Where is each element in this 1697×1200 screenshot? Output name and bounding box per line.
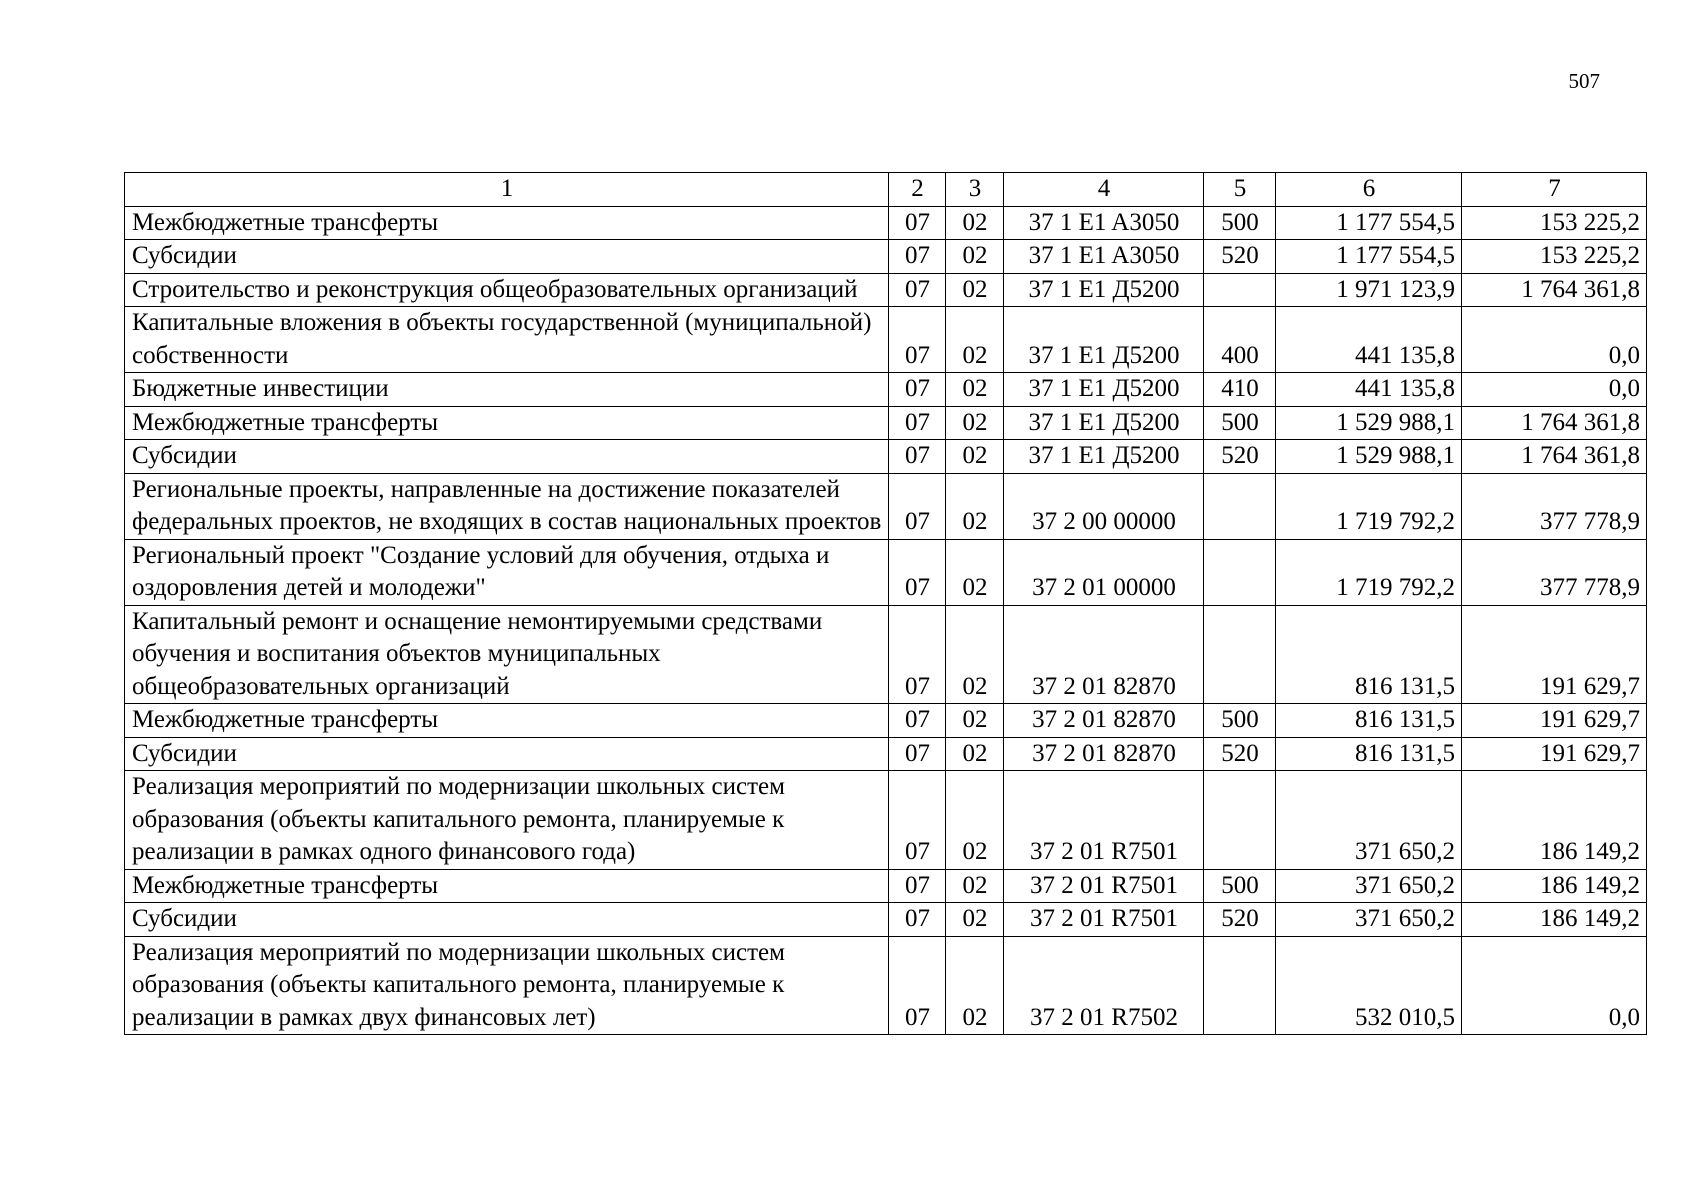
row-amount-2-cell: 1 764 361,8 [1462, 406, 1647, 440]
column-header-7: 7 [1462, 173, 1647, 207]
row-target-article-cell: 37 2 01 R7501 [1004, 869, 1204, 903]
row-subsection-cell: 02 [946, 206, 1004, 240]
row-expense-type-cell [1204, 605, 1276, 704]
column-header-2: 2 [889, 173, 946, 207]
row-section-cell: 07 [889, 869, 946, 903]
row-name-cell: Региональные проекты, направленные на достижение показателей федеральных проектов, не входящих в состав национальных проектов [125, 473, 889, 539]
table-row [125, 737, 1647, 771]
row-target-article-cell: 37 1 E1 Д5200 [1004, 273, 1204, 307]
row-name-cell: Капитальные вложения в объекты государственной (муниципальной) собственности [125, 307, 889, 373]
row-amount-2-cell: 186 149,2 [1462, 869, 1647, 903]
row-name-cell: Бюджетные инвестиции [125, 373, 889, 407]
row-section-cell: 07 [889, 406, 946, 440]
row-expense-type-cell: 520 [1204, 737, 1276, 771]
row-expense-type-cell: 400 [1204, 307, 1276, 373]
row-amount-1-cell: 441 135,8 [1276, 307, 1462, 373]
row-amount-1-cell: 371 650,2 [1276, 903, 1462, 937]
row-section-cell: 07 [889, 373, 946, 407]
column-header-1: 1 [125, 173, 889, 207]
row-target-article-cell: 37 1 E1 A3050 [1004, 206, 1204, 240]
column-header-6: 6 [1276, 173, 1462, 207]
row-expense-type-cell [1204, 771, 1276, 870]
row-section-cell: 07 [889, 605, 946, 704]
row-target-article-cell: 37 1 E1 Д5200 [1004, 406, 1204, 440]
row-name-cell: Субсидии [125, 440, 889, 474]
row-amount-2-cell: 191 629,7 [1462, 704, 1647, 738]
table-row [125, 539, 1647, 605]
row-section-cell: 07 [889, 539, 946, 605]
row-subsection-cell: 02 [946, 704, 1004, 738]
table-row [125, 473, 1647, 539]
row-section-cell: 07 [889, 704, 946, 738]
row-amount-1-cell: 1 177 554,5 [1276, 240, 1462, 274]
row-subsection-cell: 02 [946, 903, 1004, 937]
row-amount-1-cell: 816 131,5 [1276, 737, 1462, 771]
row-target-article-cell: 37 2 01 00000 [1004, 539, 1204, 605]
row-subsection-cell: 02 [946, 440, 1004, 474]
row-section-cell: 07 [889, 473, 946, 539]
table-row [125, 936, 1647, 1035]
page-number: 507 [1568, 69, 1600, 93]
row-expense-type-cell: 520 [1204, 240, 1276, 274]
row-amount-1-cell: 816 131,5 [1276, 605, 1462, 704]
row-section-cell: 07 [889, 936, 946, 1035]
row-name-cell: Капитальный ремонт и оснащение немонтируемыми средствами обучения и воспитания объектов муниципальных общеобразовательных организаций [125, 605, 889, 704]
column-header-4: 4 [1004, 173, 1204, 207]
row-section-cell: 07 [889, 240, 946, 274]
row-target-article-cell: 37 1 E1 A3050 [1004, 240, 1204, 274]
row-expense-type-cell [1204, 273, 1276, 307]
table-row [125, 206, 1647, 240]
column-header-5: 5 [1204, 173, 1276, 207]
row-amount-2-cell: 191 629,7 [1462, 605, 1647, 704]
row-name-cell: Межбюджетные трансферты [125, 704, 889, 738]
row-amount-1-cell: 1 529 988,1 [1276, 440, 1462, 474]
row-target-article-cell: 37 2 01 82870 [1004, 605, 1204, 704]
row-amount-1-cell: 441 135,8 [1276, 373, 1462, 407]
row-expense-type-cell: 410 [1204, 373, 1276, 407]
row-expense-type-cell: 500 [1204, 704, 1276, 738]
row-subsection-cell: 02 [946, 373, 1004, 407]
row-target-article-cell: 37 1 E1 Д5200 [1004, 373, 1204, 407]
row-expense-type-cell: 520 [1204, 903, 1276, 937]
row-amount-2-cell: 0,0 [1462, 936, 1647, 1035]
row-amount-2-cell: 153 225,2 [1462, 240, 1647, 274]
row-name-cell: Субсидии [125, 240, 889, 274]
row-expense-type-cell: 500 [1204, 206, 1276, 240]
row-subsection-cell: 02 [946, 936, 1004, 1035]
row-section-cell: 07 [889, 771, 946, 870]
row-target-article-cell: 37 2 01 R7501 [1004, 903, 1204, 937]
header-row [125, 173, 1647, 207]
row-section-cell: 07 [889, 307, 946, 373]
row-amount-1-cell: 532 010,5 [1276, 936, 1462, 1035]
row-amount-2-cell: 377 778,9 [1462, 539, 1647, 605]
row-name-cell: Реализация мероприятий по модернизации школьных систем образования (объекты капитального ремонта, планируемые к реализации в рамках одного финансового года) [125, 771, 889, 870]
row-subsection-cell: 02 [946, 737, 1004, 771]
row-subsection-cell: 02 [946, 539, 1004, 605]
row-section-cell: 07 [889, 206, 946, 240]
row-section-cell: 07 [889, 440, 946, 474]
row-target-article-cell: 37 1 E1 Д5200 [1004, 307, 1204, 373]
row-amount-1-cell: 371 650,2 [1276, 869, 1462, 903]
row-subsection-cell: 02 [946, 605, 1004, 704]
row-amount-2-cell: 1 764 361,8 [1462, 440, 1647, 474]
row-amount-1-cell: 816 131,5 [1276, 704, 1462, 738]
row-amount-2-cell: 1 764 361,8 [1462, 273, 1647, 307]
row-section-cell: 07 [889, 737, 946, 771]
row-target-article-cell: 37 1 E1 Д5200 [1004, 440, 1204, 474]
row-target-article-cell: 37 2 01 R7501 [1004, 771, 1204, 870]
row-expense-type-cell [1204, 936, 1276, 1035]
table-row [125, 771, 1647, 870]
row-subsection-cell: 02 [946, 240, 1004, 274]
row-amount-1-cell: 1 719 792,2 [1276, 539, 1462, 605]
row-name-cell: Межбюджетные трансферты [125, 206, 889, 240]
table-row [125, 704, 1647, 738]
row-subsection-cell: 02 [946, 307, 1004, 373]
row-expense-type-cell: 500 [1204, 869, 1276, 903]
row-subsection-cell: 02 [946, 771, 1004, 870]
row-subsection-cell: 02 [946, 473, 1004, 539]
row-subsection-cell: 02 [946, 406, 1004, 440]
row-amount-2-cell: 0,0 [1462, 373, 1647, 407]
table-row [125, 903, 1647, 937]
row-target-article-cell: 37 2 01 82870 [1004, 737, 1204, 771]
row-name-cell: Реализация мероприятий по модернизации школьных систем образования (объекты капитального ремонта, планируемые к реализации в рамках двух финансовых лет) [125, 936, 889, 1035]
row-expense-type-cell: 520 [1204, 440, 1276, 474]
row-amount-2-cell: 186 149,2 [1462, 903, 1647, 937]
row-expense-type-cell [1204, 539, 1276, 605]
row-target-article-cell: 37 2 01 R7502 [1004, 936, 1204, 1035]
table-row [125, 605, 1647, 704]
table-row [125, 273, 1647, 307]
row-amount-1-cell: 371 650,2 [1276, 771, 1462, 870]
table-row [125, 373, 1647, 407]
row-subsection-cell: 02 [946, 869, 1004, 903]
row-target-article-cell: 37 2 00 00000 [1004, 473, 1204, 539]
row-name-cell: Региональный проект "Создание условий для обучения, отдыха и оздоровления детей и молодежи" [125, 539, 889, 605]
row-amount-1-cell: 1 719 792,2 [1276, 473, 1462, 539]
table-row [125, 869, 1647, 903]
row-amount-2-cell: 186 149,2 [1462, 771, 1647, 870]
row-amount-1-cell: 1 971 123,9 [1276, 273, 1462, 307]
table-row [125, 440, 1647, 474]
row-amount-2-cell: 191 629,7 [1462, 737, 1647, 771]
row-amount-1-cell: 1 529 988,1 [1276, 406, 1462, 440]
row-name-cell: Межбюджетные трансферты [125, 869, 889, 903]
row-amount-2-cell: 377 778,9 [1462, 473, 1647, 539]
budget-table [124, 172, 1647, 1035]
row-subsection-cell: 02 [946, 273, 1004, 307]
row-section-cell: 07 [889, 273, 946, 307]
row-expense-type-cell [1204, 473, 1276, 539]
row-section-cell: 07 [889, 903, 946, 937]
row-amount-2-cell: 153 225,2 [1462, 206, 1647, 240]
table-row [125, 307, 1647, 373]
row-name-cell: Субсидии [125, 737, 889, 771]
column-header-3: 3 [946, 173, 1004, 207]
row-name-cell: Межбюджетные трансферты [125, 406, 889, 440]
row-expense-type-cell: 500 [1204, 406, 1276, 440]
table-row [125, 240, 1647, 274]
row-amount-1-cell: 1 177 554,5 [1276, 206, 1462, 240]
row-amount-2-cell: 0,0 [1462, 307, 1647, 373]
row-target-article-cell: 37 2 01 82870 [1004, 704, 1204, 738]
row-name-cell: Субсидии [125, 903, 889, 937]
row-name-cell: Строительство и реконструкция общеобразовательных организаций [125, 273, 889, 307]
table-row [125, 406, 1647, 440]
